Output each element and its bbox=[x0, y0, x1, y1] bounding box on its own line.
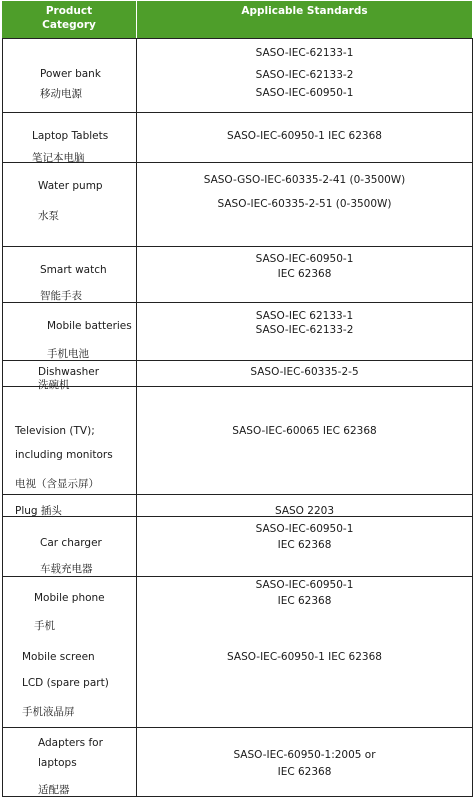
row-divider bbox=[2, 576, 472, 577]
category-text: Laptop Tablets bbox=[32, 130, 109, 142]
standard-text: SASO-IEC-60335-2-5 bbox=[250, 366, 359, 378]
row-divider bbox=[2, 246, 472, 247]
category-text: 手机电池 bbox=[47, 348, 89, 360]
category-text: 适配器 bbox=[38, 784, 70, 796]
category-text: Water pump bbox=[38, 180, 103, 192]
table-border-right bbox=[472, 38, 473, 797]
standard-text: IEC 62368 bbox=[277, 595, 332, 607]
category-text: 洗碗机 bbox=[38, 379, 70, 391]
category-text: Adapters for bbox=[38, 737, 103, 749]
table-border-divider bbox=[136, 38, 137, 797]
category-text: 车载充电器 bbox=[40, 563, 93, 575]
standard-text: SASO-IEC-62133-2 bbox=[255, 324, 354, 336]
category-text: Power bank bbox=[40, 68, 101, 80]
category-text: LCD (spare part) bbox=[22, 677, 109, 689]
standard-text: SASO-IEC-60950-1:2005 or bbox=[233, 749, 376, 761]
standard-text: SASO-IEC-60950-1 bbox=[255, 87, 354, 99]
header-product-line1: Product bbox=[45, 5, 93, 17]
category-text: 笔记本电脑 bbox=[32, 152, 85, 164]
standard-text: SASO-IEC-60065 IEC 62368 bbox=[232, 425, 377, 437]
standard-text: SASO-IEC-60950-1 IEC 62368 bbox=[227, 651, 382, 663]
category-text: Mobile phone bbox=[34, 592, 105, 604]
header-cell-applicable-standards bbox=[137, 1, 472, 38]
category-text: Plug 插头 bbox=[15, 505, 62, 517]
standard-text: SASO-IEC-62133-1 bbox=[255, 47, 354, 59]
category-text: 移动电源 bbox=[40, 88, 82, 100]
standard-text: SASO-IEC-60950-1 IEC 62368 bbox=[227, 130, 382, 142]
standard-text: SASO-IEC-60335-2-51 (0-3500W) bbox=[217, 198, 392, 210]
category-text: 手机液晶屏 bbox=[22, 706, 75, 718]
row-divider bbox=[2, 38, 472, 39]
category-text: Mobile batteries bbox=[47, 320, 132, 332]
category-text: 智能手表 bbox=[40, 290, 82, 302]
standard-text: IEC 62368 bbox=[277, 268, 332, 280]
header-cell-product-category bbox=[2, 1, 136, 38]
standard-text: SASO 2203 bbox=[274, 505, 335, 517]
standard-text: SASO-IEC-60950-1 bbox=[255, 523, 354, 535]
category-text: Dishwasher bbox=[38, 366, 100, 378]
header-standards-label: Applicable Standards bbox=[241, 5, 368, 17]
row-divider bbox=[2, 112, 472, 113]
category-text: 水泵 bbox=[38, 210, 59, 222]
row-divider bbox=[2, 386, 472, 387]
standard-text: IEC 62368 bbox=[277, 539, 332, 551]
category-text: Television (TV); bbox=[15, 425, 95, 437]
category-text: Smart watch bbox=[40, 264, 107, 276]
category-text: Mobile screen bbox=[22, 651, 95, 663]
standard-text: SASO-GSO-IEC-60335-2-41 (0-3500W) bbox=[203, 174, 406, 186]
row-divider bbox=[2, 727, 472, 728]
standard-text: SASO-IEC-60950-1 bbox=[255, 253, 354, 265]
category-text: 手机 bbox=[34, 620, 55, 632]
category-text: Car charger bbox=[40, 537, 102, 549]
standard-text: IEC 62368 bbox=[277, 766, 332, 778]
category-text: 电视（含显示屏） bbox=[15, 478, 99, 490]
row-divider bbox=[2, 494, 472, 495]
standard-text: SASO-IEC-62133-2 bbox=[255, 69, 354, 81]
standard-text: SASO-IEC-60950-1 bbox=[255, 579, 354, 591]
table-border-left bbox=[2, 38, 3, 797]
category-text: including monitors bbox=[15, 449, 113, 461]
header-product-line2: Category bbox=[42, 19, 96, 31]
standard-text: SASO-IEC 62133-1 bbox=[255, 310, 354, 322]
category-text: laptops bbox=[38, 757, 77, 769]
